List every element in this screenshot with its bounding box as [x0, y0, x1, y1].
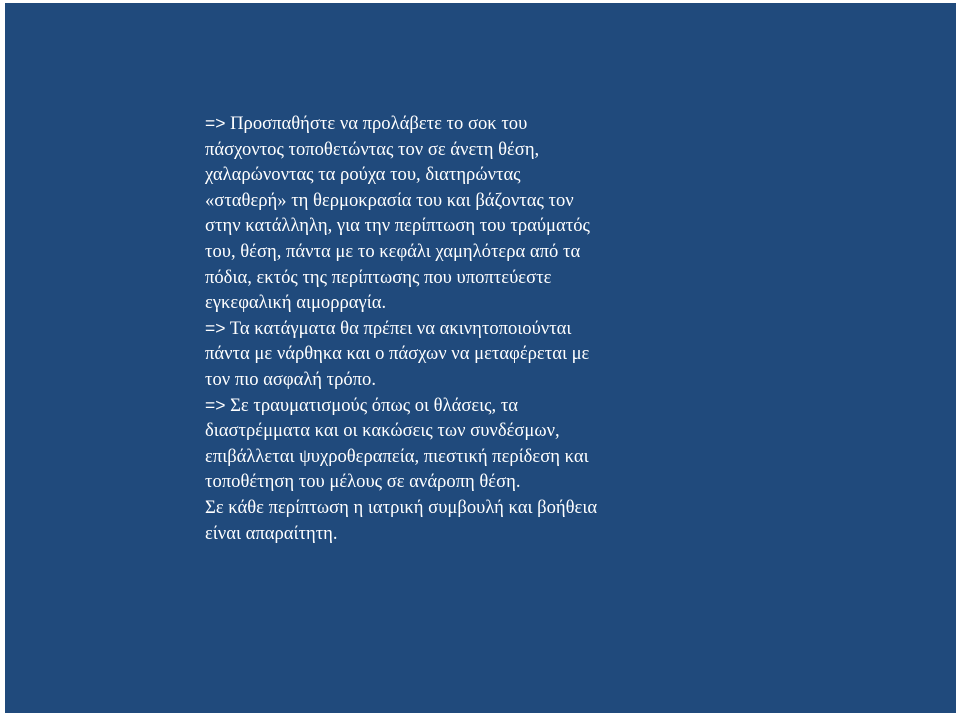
- arrow-marker: =>: [205, 317, 226, 338]
- text-line: Σε τραυματισμούς όπως οι θλάσεις, τα: [230, 394, 519, 416]
- text-line: του, θέση, πάντα με το κεφάλι χαμηλότερα από τα: [205, 240, 581, 262]
- text-line: πάσχοντος τοποθετώντας τον σε άνετη θέση,: [205, 138, 540, 160]
- text-line: είναι απαραίτητη.: [205, 522, 338, 544]
- text-line: Προσπαθήστε να προλάβετε το σοκ του: [230, 113, 528, 134]
- text-line: τον πιο ασφαλή τρόπο.: [205, 368, 377, 390]
- text-line: εγκεφαλική αιμορραγία.: [205, 292, 387, 314]
- paragraph-sprains: [205, 393, 685, 495]
- text-line: Σε κάθε περίπτωση η ιατρική συμβουλή και βοήθεια: [205, 496, 598, 518]
- paragraph-shock: [205, 111, 685, 316]
- text-line: πάντα με νάρθηκα και ο πάσχων να μεταφέρεται με: [205, 343, 590, 365]
- arrow-marker: =>: [205, 394, 226, 415]
- text-line: επιβάλλεται ψυχροθεραπεία, πιεστική περίδεση και: [205, 445, 589, 467]
- arrow-marker: =>: [205, 113, 226, 133]
- text-line: «σταθερή» τη θερμοκρασία του και βάζοντας τον: [205, 189, 574, 211]
- slide-background: [5, 3, 956, 713]
- text-line: χαλαρώνοντας τα ρούχα του, διατηρώντας: [205, 164, 521, 186]
- slide-body-text: [205, 111, 685, 546]
- text-line: διαστρέμματα και οι κακώσεις των συνδέσμων,: [205, 420, 560, 442]
- text-line: στην κατάλληλη, για την περίπτωση του τραύματός: [205, 215, 590, 237]
- text-line: πόδια, εκτός της περίπτωσης που υποπτεύεστε: [205, 266, 552, 288]
- paragraph-fractures: [205, 316, 685, 393]
- paragraph-medical-advice: [205, 495, 685, 546]
- text-line: τοποθέτηση του μέλους σε ανάροπη θέση.: [205, 471, 521, 493]
- text-line: Τα κατάγματα θα πρέπει να ακινητοποιούνται: [229, 317, 572, 339]
